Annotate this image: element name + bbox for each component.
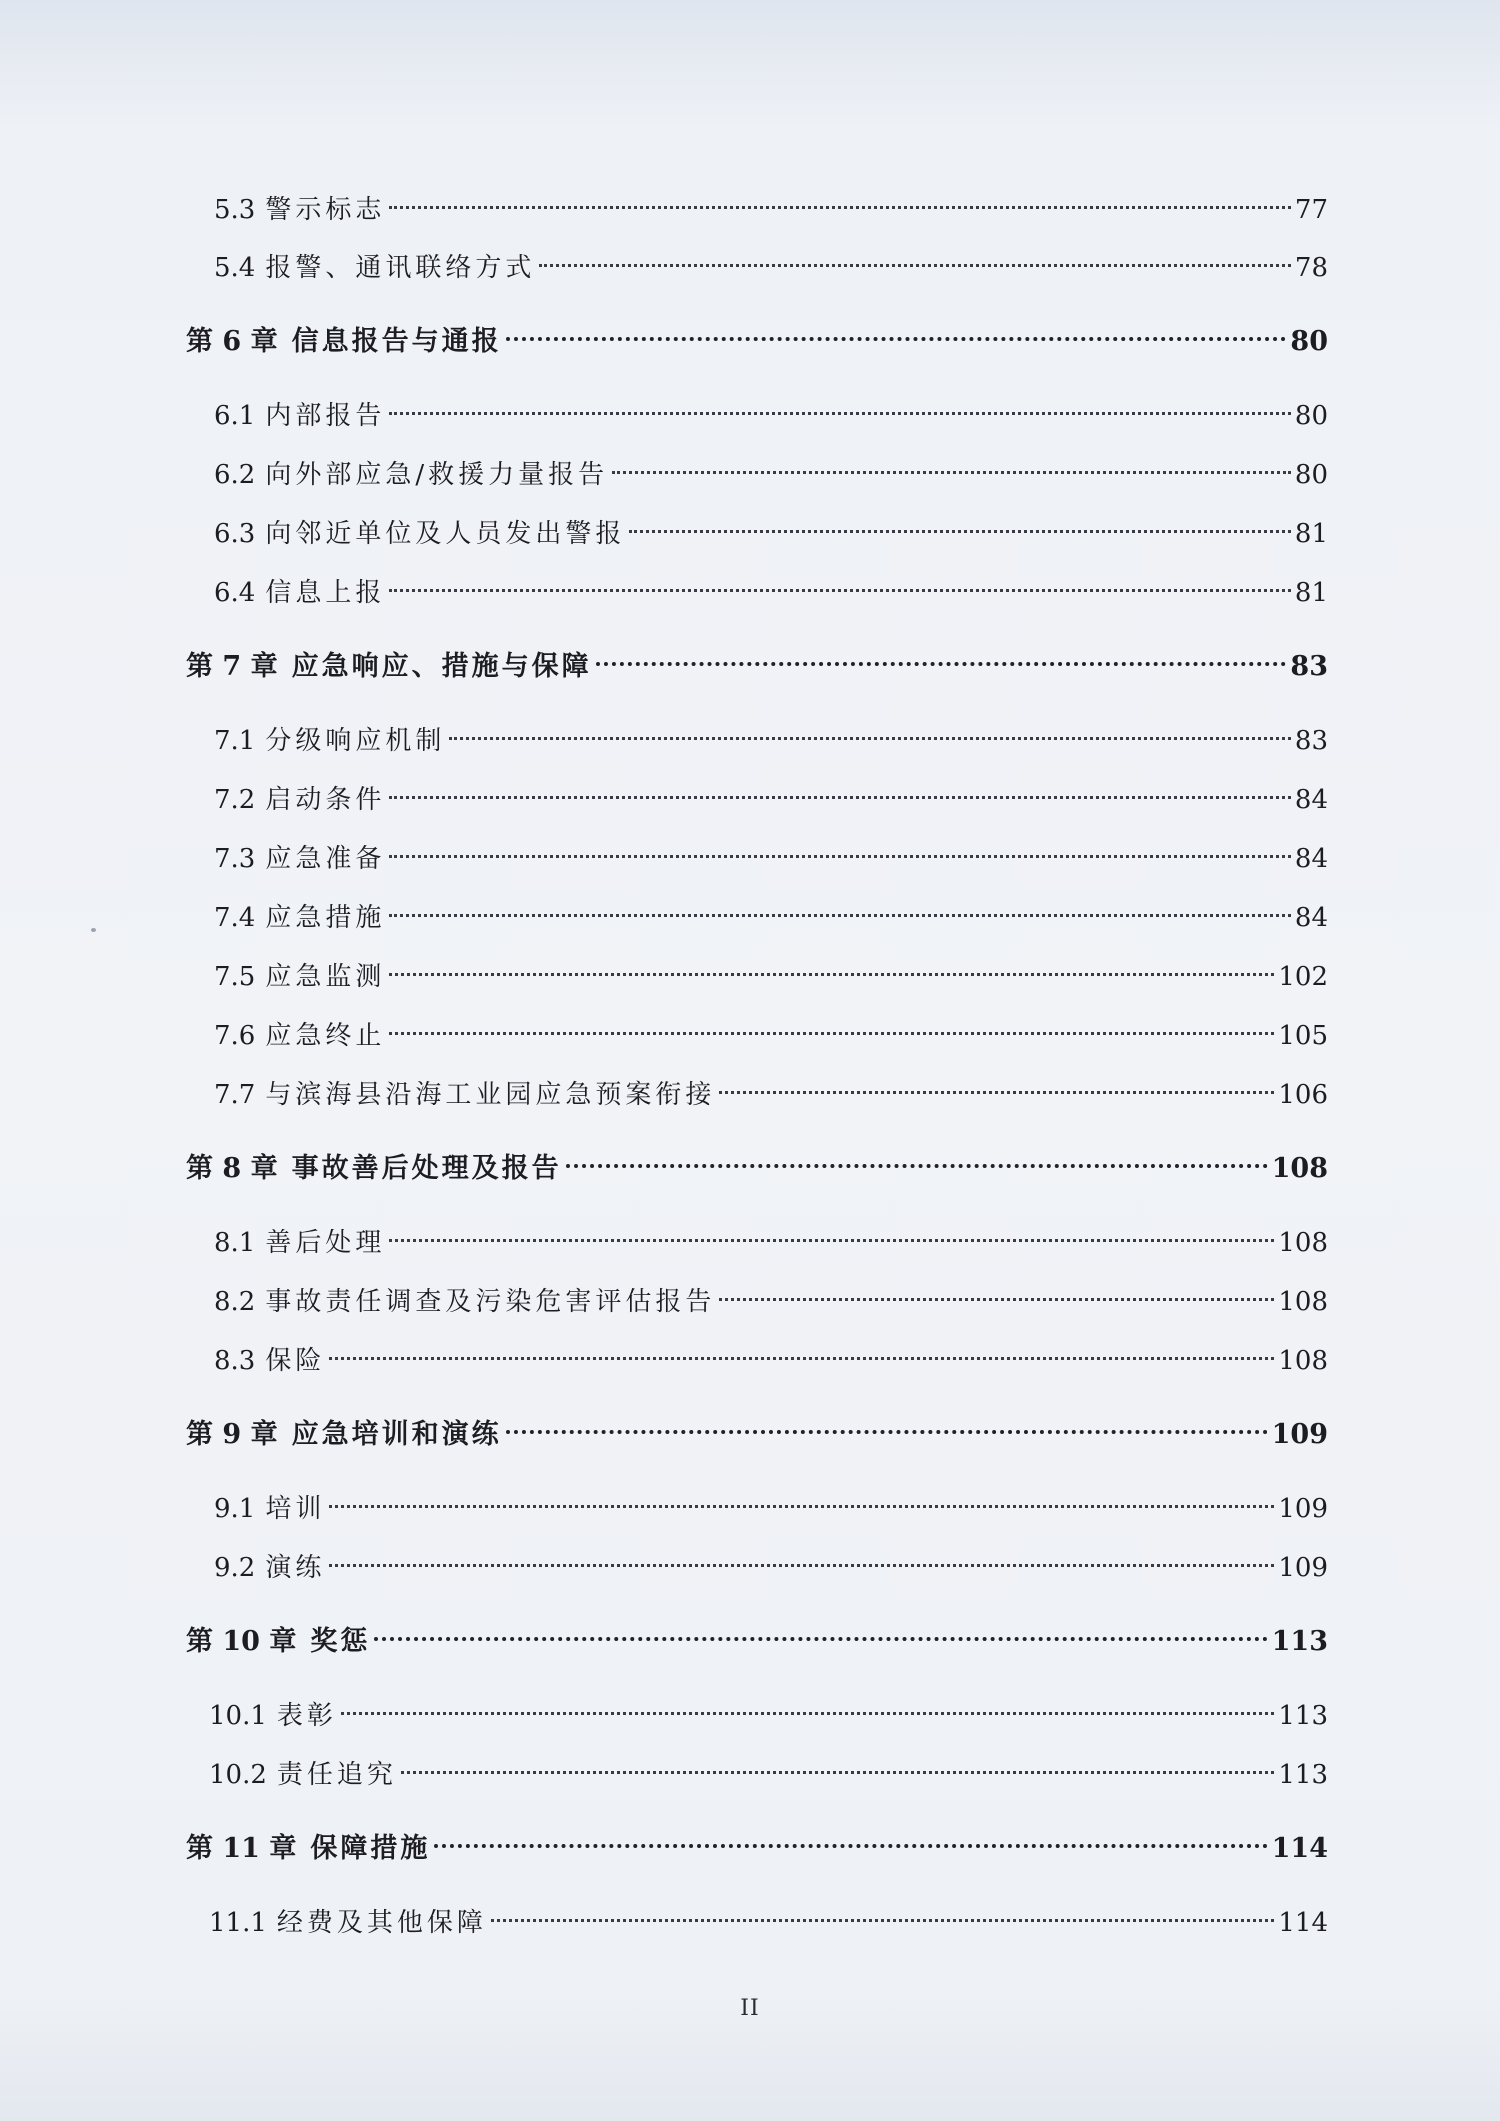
- toc-entry-page: 113: [1271, 1626, 1328, 1657]
- toc-chapter-entry[interactable]: [186, 647, 1328, 687]
- toc-dot-leader: [401, 1771, 1274, 1774]
- toc-entry-title: 应急响应、措施与保障: [291, 651, 592, 682]
- toc-entry-page: 80: [1294, 401, 1328, 431]
- toc-entry-number: 7.4: [214, 903, 256, 933]
- toc-section-entry[interactable]: [214, 1341, 1328, 1381]
- toc-entry-title: 信息上报: [265, 578, 386, 608]
- toc-entry-title: 启动条件: [265, 785, 386, 815]
- toc-entry-page: 84: [1294, 785, 1328, 815]
- toc-entry-number: 第 10 章: [186, 1626, 297, 1657]
- toc-entry-page: 109: [1278, 1494, 1328, 1524]
- toc-entry-page: 105: [1278, 1021, 1328, 1051]
- toc-section-entry[interactable]: [209, 1696, 1328, 1736]
- toc-entry-title: 报警、通讯联络方式: [265, 253, 536, 283]
- toc-dot-leader: [389, 1032, 1274, 1035]
- toc-entry-title: 保障措施: [310, 1833, 431, 1864]
- toc-entry-page: 77: [1294, 195, 1328, 225]
- toc-dot-leader: [449, 737, 1291, 740]
- toc-entry-number: 8.2: [214, 1287, 256, 1317]
- toc-dot-leader: [389, 855, 1291, 858]
- toc-dot-leader: [389, 973, 1274, 976]
- toc-entry-page: 78: [1294, 253, 1328, 283]
- page-number-footer: II: [740, 1996, 760, 2021]
- toc-dot-leader: [389, 914, 1291, 917]
- toc-entry-page: 84: [1294, 903, 1328, 933]
- toc-entry-number: 7.1: [214, 726, 256, 756]
- toc-entry-title: 经费及其他保障: [276, 1908, 487, 1938]
- toc-section-entry[interactable]: [214, 514, 1328, 554]
- toc-entry-page: 106: [1278, 1080, 1328, 1110]
- toc-entry-number: 5.3: [214, 195, 256, 225]
- toc-entry-number: 第 9 章: [186, 1419, 278, 1450]
- toc-dot-leader: [329, 1357, 1274, 1360]
- toc-dot-leader: [506, 1430, 1268, 1434]
- toc-entry-number: 5.4: [214, 253, 256, 283]
- toc-dot-leader: [434, 1844, 1267, 1848]
- toc-entry-page: 114: [1271, 1833, 1328, 1864]
- toc-dot-leader: [329, 1505, 1274, 1508]
- toc-entry-title: 分级响应机制: [265, 726, 446, 756]
- toc-chapter-entry[interactable]: [186, 1829, 1328, 1869]
- toc-section-entry[interactable]: [214, 190, 1328, 230]
- toc-entry-number: 6.2: [214, 460, 256, 490]
- toc-dot-leader: [539, 264, 1291, 267]
- toc-entry-page: 108: [1271, 1153, 1328, 1184]
- toc-entry-page: 108: [1278, 1287, 1328, 1317]
- toc-entry-title: 应急准备: [265, 844, 386, 874]
- toc-section-entry[interactable]: [214, 1489, 1328, 1529]
- toc-entry-title: 信息报告与通报: [291, 326, 502, 357]
- toc-entry-title: 责任追究: [276, 1760, 397, 1790]
- toc-chapter-entry[interactable]: [186, 322, 1328, 362]
- toc-entry-title: 奖惩: [310, 1626, 371, 1657]
- toc-entry-number: 8.3: [214, 1346, 256, 1376]
- toc-section-entry[interactable]: [214, 1548, 1328, 1588]
- toc-dot-leader: [389, 1239, 1274, 1242]
- toc-dot-leader: [596, 662, 1287, 666]
- toc-entry-number: 7.3: [214, 844, 256, 874]
- toc-entry-title: 内部报告: [265, 401, 386, 431]
- toc-entry-page: 109: [1278, 1553, 1328, 1583]
- toc-dot-leader: [566, 1164, 1268, 1168]
- toc-entry-page: 83: [1294, 726, 1328, 756]
- toc-entry-page: 113: [1278, 1760, 1328, 1790]
- toc-entry-page: 109: [1271, 1419, 1328, 1450]
- toc-entry-page: 81: [1294, 519, 1328, 549]
- toc-entry-number: 8.1: [214, 1228, 256, 1258]
- toc-entry-page: 113: [1278, 1701, 1328, 1731]
- toc-entry-number: 9.1: [214, 1494, 256, 1524]
- toc-entry-number: 10.2: [209, 1760, 267, 1790]
- toc-dot-leader: [491, 1919, 1274, 1922]
- toc-entry-number: 7.6: [214, 1021, 256, 1051]
- toc-entry-number: 第 6 章: [186, 326, 278, 357]
- toc-chapter-entry[interactable]: [186, 1415, 1328, 1455]
- toc-entry-number: 7.7: [214, 1080, 256, 1110]
- toc-entry-title: 培训: [265, 1494, 326, 1524]
- toc-section-entry[interactable]: [214, 721, 1328, 761]
- toc-section-entry[interactable]: [214, 898, 1328, 938]
- toc-section-entry[interactable]: [209, 1903, 1328, 1943]
- toc-section-entry[interactable]: [214, 1282, 1328, 1322]
- toc-dot-leader: [389, 206, 1291, 209]
- toc-entry-title: 应急培训和演练: [291, 1419, 502, 1450]
- toc-section-entry[interactable]: [214, 573, 1328, 613]
- toc-entry-title: 向邻近单位及人员发出警报: [265, 519, 626, 549]
- toc-section-entry[interactable]: [214, 780, 1328, 820]
- toc-dot-leader: [629, 530, 1291, 533]
- toc-entry-title: 警示标志: [265, 195, 386, 225]
- toc-entry-title: 事故责任调查及污染危害评估报告: [265, 1287, 716, 1317]
- toc-entry-title: 向外部应急/救援力量报告: [265, 460, 609, 490]
- toc-section-entry[interactable]: [214, 1016, 1328, 1056]
- toc-section-entry[interactable]: [214, 455, 1328, 495]
- toc-entry-title: 应急终止: [265, 1021, 386, 1051]
- toc-entry-number: 9.2: [214, 1553, 256, 1583]
- toc-entry-title: 应急监测: [265, 962, 386, 992]
- toc-entry-number: 6.4: [214, 578, 256, 608]
- toc-section-entry[interactable]: [214, 1075, 1328, 1115]
- toc-entry-page: 84: [1294, 844, 1328, 874]
- toc-section-entry[interactable]: [214, 1223, 1328, 1263]
- toc-entry-number: 第 7 章: [186, 651, 278, 682]
- toc-chapter-entry[interactable]: [186, 1149, 1328, 1189]
- toc-entry-title: 表彰: [276, 1701, 337, 1731]
- toc-entry-page: 80: [1294, 460, 1328, 490]
- toc-dot-leader: [612, 471, 1291, 474]
- toc-entry-title: 演练: [265, 1553, 326, 1583]
- toc-entry-title: 保险: [265, 1346, 326, 1376]
- toc-dot-leader: [341, 1712, 1274, 1715]
- toc-entry-number: 11.1: [209, 1908, 267, 1938]
- toc-entry-page: 102: [1278, 962, 1328, 992]
- toc-entry-page: 114: [1278, 1908, 1328, 1938]
- toc-section-entry[interactable]: [214, 396, 1328, 436]
- toc-entry-title: 与滨海县沿海工业园应急预案衔接: [265, 1080, 716, 1110]
- toc-entry-number: 第 8 章: [186, 1153, 278, 1184]
- toc-entry-number: 6.1: [214, 401, 256, 431]
- toc-section-entry[interactable]: [209, 1755, 1328, 1795]
- toc-dot-leader: [719, 1298, 1274, 1301]
- toc-dot-leader: [374, 1637, 1267, 1641]
- toc-entry-title: 善后处理: [265, 1228, 386, 1258]
- toc-section-entry[interactable]: [214, 839, 1328, 879]
- toc-dot-leader: [389, 796, 1291, 799]
- toc-dot-leader: [719, 1091, 1274, 1094]
- toc-chapter-entry[interactable]: [186, 1622, 1328, 1662]
- toc-entry-number: 7.5: [214, 962, 256, 992]
- toc-entry-title: 事故善后处理及报告: [291, 1153, 562, 1184]
- toc-entry-number: 7.2: [214, 785, 256, 815]
- toc-entry-page: 83: [1290, 651, 1328, 682]
- toc-dot-leader: [506, 337, 1287, 341]
- toc-entry-title: 应急措施: [265, 903, 386, 933]
- toc-entry-page: 108: [1278, 1228, 1328, 1258]
- toc-dot-leader: [389, 412, 1291, 415]
- toc-dot-leader: [389, 589, 1291, 592]
- toc-entry-number: 10.1: [209, 1701, 267, 1731]
- toc-entry-page: 81: [1294, 578, 1328, 608]
- toc-section-entry[interactable]: [214, 957, 1328, 997]
- toc-dot-leader: [329, 1564, 1274, 1567]
- toc-entry-page: 108: [1278, 1346, 1328, 1376]
- toc-entry-number: 6.3: [214, 519, 256, 549]
- toc-section-entry[interactable]: [214, 248, 1328, 288]
- toc-entry-number: 第 11 章: [186, 1833, 297, 1864]
- toc-entry-page: 80: [1290, 326, 1328, 357]
